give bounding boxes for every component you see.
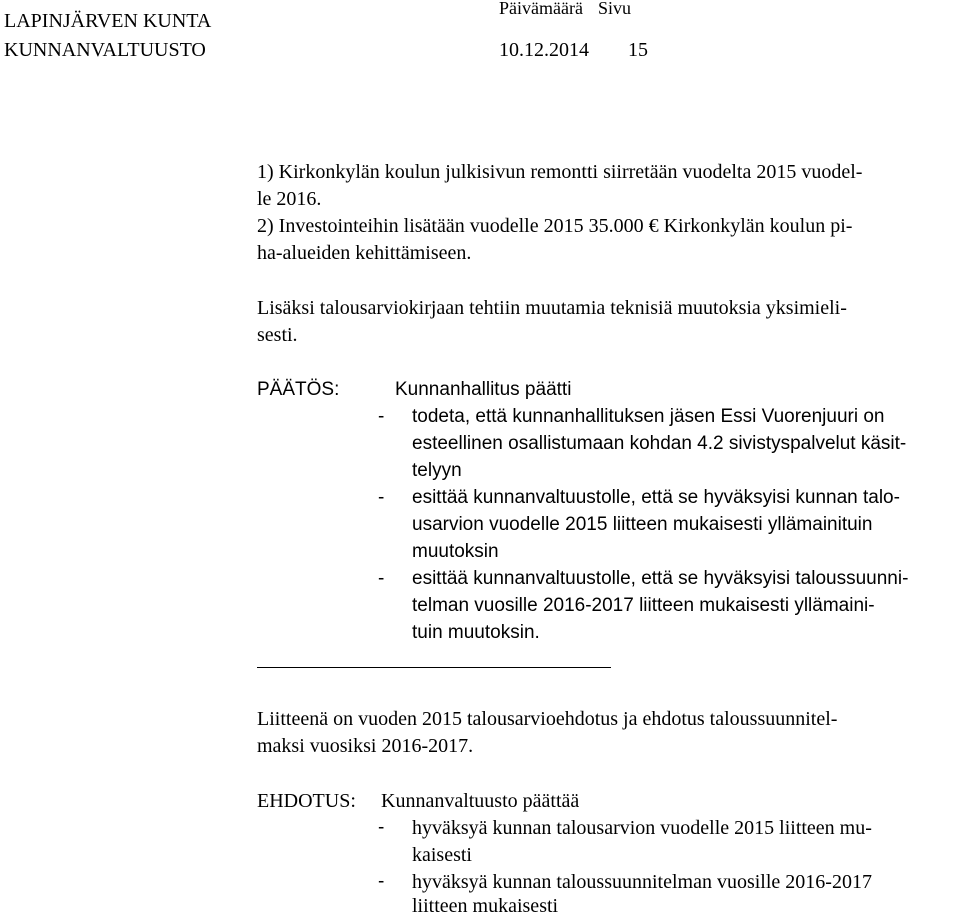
decision-item-line: todeta, että kunnanhallituksen jäsen Essi Vuorenjuuri on (412, 406, 885, 427)
decision-item-line: tuin muutoksin. (412, 622, 540, 643)
attachment-line: Liitteenä on vuoden 2015 talousarvioehdotus ja ehdotus taloussuunnitel- (257, 708, 838, 730)
bullet-dash: - (378, 487, 385, 508)
meeting-date: 10.12.2014 (499, 39, 589, 61)
council-name: KUNNANVALTUUSTO (4, 39, 206, 61)
decision-item-line: esittää kunnanvaltuustolle, että se hyväksyisi kunnan talo- (412, 487, 900, 508)
decision-lead: Kunnanhallitus päätti (395, 379, 572, 400)
proposal-label: EHDOTUS: (257, 790, 356, 812)
bullet-dash: - (378, 817, 385, 838)
page-number: 15 (628, 39, 648, 61)
page-label: Sivu (598, 0, 632, 18)
intro-line: sesti. (257, 324, 298, 346)
separator-line (257, 667, 611, 668)
decision-item-line: telyyn (412, 460, 462, 481)
proposal-item-line: liitteen mukaisesti (412, 895, 559, 917)
decision-item-line: telman vuosille 2016-2017 liitteen mukaisesti yllämaini- (412, 595, 875, 616)
decision-item-line: muutoksin (412, 541, 499, 562)
decision-item-line: esteellinen osallistumaan kohdan 4.2 sivistyspalvelut käsit- (412, 433, 907, 454)
decision-item-line: esittää kunnanvaltuustolle, että se hyväksyisi taloussuunni- (412, 568, 909, 589)
intro-line: ha-alueiden kehittämiseen. (257, 242, 472, 264)
date-label: Päivämäärä (499, 0, 583, 18)
intro-line: 1) Kirkonkylän koulun julkisivun remontti siirretään vuodelta 2015 vuodel- (257, 161, 863, 183)
bullet-dash: - (378, 871, 385, 892)
proposal-item-line: hyväksyä kunnan taloussuunnitelman vuosille 2016-2017 (412, 871, 872, 893)
attachment-line: maksi vuosiksi 2016-2017. (257, 735, 474, 757)
decision-label: PÄÄTÖS: (257, 379, 340, 400)
bullet-dash: - (378, 406, 385, 427)
intro-line: le 2016. (257, 188, 322, 210)
municipality-name: LAPINJÄRVEN KUNTA (4, 10, 212, 32)
intro-line: 2) Investointeihin lisätään vuodelle 2015 35.000 € Kirkonkylän koulun pi- (257, 215, 853, 237)
proposal-item-line: kaisesti (412, 844, 472, 866)
intro-line: Lisäksi talousarviokirjaan tehtiin muutamia teknisiä muutoksia yksimieli- (257, 297, 847, 319)
bullet-dash: - (378, 568, 385, 589)
decision-item-line: usarvion vuodelle 2015 liitteen mukaisesti yllämainituin (412, 514, 873, 535)
proposal-lead: Kunnanvaltuusto päättää (381, 790, 580, 812)
proposal-item-line: hyväksyä kunnan talousarvion vuodelle 2015 liitteen mu- (412, 817, 872, 839)
